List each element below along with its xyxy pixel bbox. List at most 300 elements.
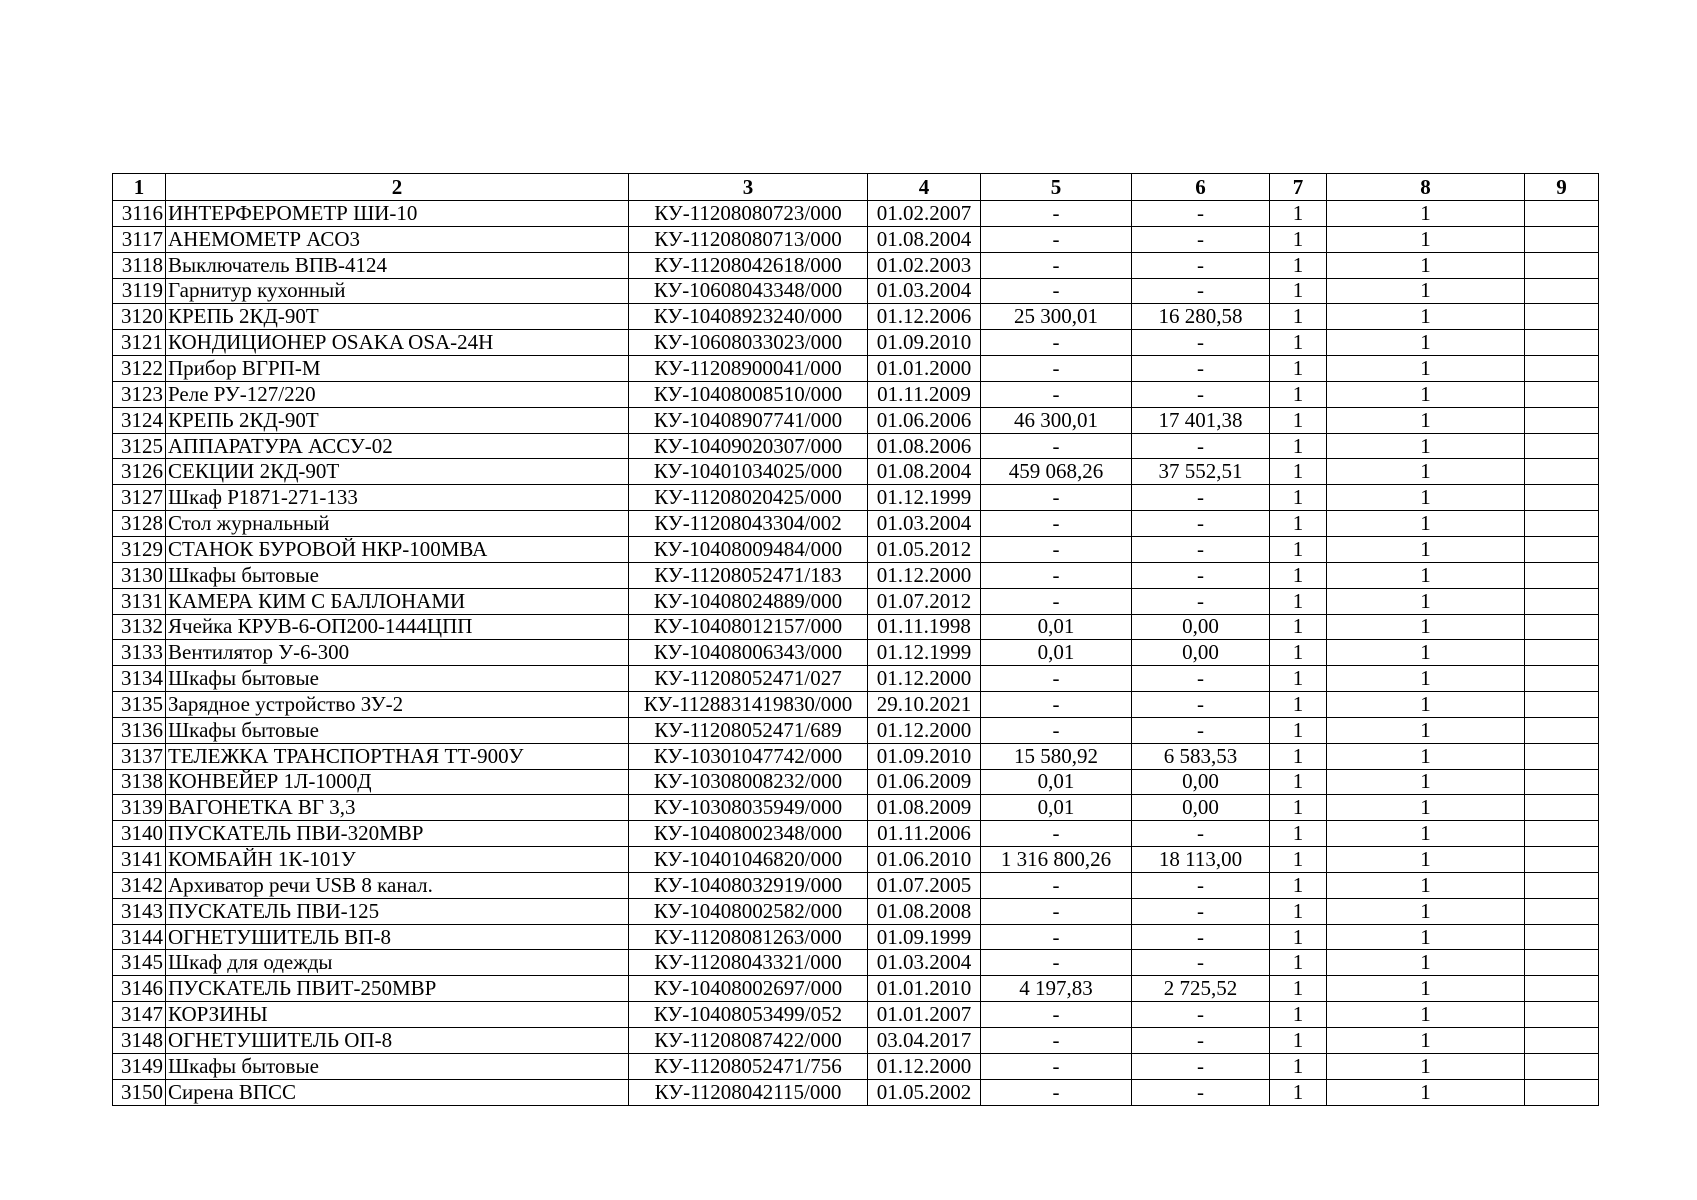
date-cell: 01.09.1999 <box>868 924 981 950</box>
inventory-code-cell: КУ-10608033023/000 <box>629 330 868 356</box>
date-cell: 01.08.2004 <box>868 226 981 252</box>
column-header-5: 5 <box>981 174 1132 201</box>
value-col-5-cell: - <box>981 872 1132 898</box>
value-col-7-cell: 1 <box>1270 743 1327 769</box>
value-col-7-cell: 1 <box>1270 356 1327 382</box>
value-col-8-cell: 1 <box>1327 278 1525 304</box>
row-number-cell: 3118 <box>113 252 166 278</box>
value-col-8-cell: 1 <box>1327 536 1525 562</box>
row-number-cell: 3133 <box>113 640 166 666</box>
value-col-7-cell: 1 <box>1270 278 1327 304</box>
value-col-8-cell: 1 <box>1327 407 1525 433</box>
value-col-8-cell: 1 <box>1327 717 1525 743</box>
item-name-cell: КРЕПЬ 2КД-90Т <box>166 407 629 433</box>
row-number-cell: 3147 <box>113 1002 166 1028</box>
value-col-6-cell: - <box>1132 1053 1270 1079</box>
value-col-6-cell: 16 280,58 <box>1132 304 1270 330</box>
value-col-8-cell: 1 <box>1327 1053 1525 1079</box>
value-col-9-cell <box>1525 795 1599 821</box>
value-col-8-cell: 1 <box>1327 950 1525 976</box>
value-col-9-cell <box>1525 847 1599 873</box>
value-col-5-cell: - <box>981 950 1132 976</box>
value-col-9-cell <box>1525 201 1599 227</box>
table-row <box>113 898 1599 924</box>
item-name-cell: Реле РУ-127/220 <box>166 381 629 407</box>
table-row <box>113 201 1599 227</box>
inventory-code-cell: КУ-11208080723/000 <box>629 201 868 227</box>
table-row <box>113 692 1599 718</box>
inventory-code-cell: КУ-11208020425/000 <box>629 485 868 511</box>
value-col-7-cell: 1 <box>1270 614 1327 640</box>
inventory-code-cell: КУ-10408009484/000 <box>629 536 868 562</box>
inventory-code-cell: КУ-10408002582/000 <box>629 898 868 924</box>
date-cell: 01.07.2012 <box>868 588 981 614</box>
value-col-8-cell: 1 <box>1327 433 1525 459</box>
value-col-5-cell: 459 068,26 <box>981 459 1132 485</box>
value-col-8-cell: 1 <box>1327 769 1525 795</box>
value-col-8-cell: 1 <box>1327 640 1525 666</box>
date-cell: 01.07.2005 <box>868 872 981 898</box>
value-col-6-cell: 2 725,52 <box>1132 976 1270 1002</box>
item-name-cell: Выключатель ВПВ-4124 <box>166 252 629 278</box>
value-col-5-cell: 4 197,83 <box>981 976 1132 1002</box>
value-col-7-cell: 1 <box>1270 330 1327 356</box>
value-col-9-cell <box>1525 356 1599 382</box>
value-col-5-cell: - <box>981 485 1132 511</box>
row-number-cell: 3136 <box>113 717 166 743</box>
value-col-9-cell <box>1525 278 1599 304</box>
value-col-8-cell: 1 <box>1327 821 1525 847</box>
value-col-7-cell: 1 <box>1270 485 1327 511</box>
table-row <box>113 950 1599 976</box>
date-cell: 01.03.2004 <box>868 511 981 537</box>
value-col-9-cell <box>1525 252 1599 278</box>
date-cell: 29.10.2021 <box>868 692 981 718</box>
inventory-code-cell: КУ-10308008232/000 <box>629 769 868 795</box>
value-col-6-cell: - <box>1132 692 1270 718</box>
item-name-cell: Гарнитур кухонный <box>166 278 629 304</box>
value-col-7-cell: 1 <box>1270 304 1327 330</box>
value-col-9-cell <box>1525 1053 1599 1079</box>
date-cell: 03.04.2017 <box>868 1028 981 1054</box>
value-col-6-cell: - <box>1132 381 1270 407</box>
value-col-7-cell: 1 <box>1270 872 1327 898</box>
value-col-7-cell: 1 <box>1270 640 1327 666</box>
inventory-code-cell: КУ-10308035949/000 <box>629 795 868 821</box>
row-number-cell: 3148 <box>113 1028 166 1054</box>
value-col-8-cell: 1 <box>1327 743 1525 769</box>
row-number-cell: 3130 <box>113 562 166 588</box>
table-row <box>113 1002 1599 1028</box>
column-header-7: 7 <box>1270 174 1327 201</box>
value-col-7-cell: 1 <box>1270 795 1327 821</box>
value-col-9-cell <box>1525 1002 1599 1028</box>
row-number-cell: 3122 <box>113 356 166 382</box>
value-col-7-cell: 1 <box>1270 1079 1327 1105</box>
table-row <box>113 614 1599 640</box>
value-col-7-cell: 1 <box>1270 407 1327 433</box>
inventory-code-cell: КУ-11208900041/000 <box>629 356 868 382</box>
inventory-code-cell: КУ-10408002697/000 <box>629 976 868 1002</box>
value-col-8-cell: 1 <box>1327 356 1525 382</box>
value-col-5-cell: - <box>981 381 1132 407</box>
table-row <box>113 330 1599 356</box>
value-col-8-cell: 1 <box>1327 485 1525 511</box>
value-col-8-cell: 1 <box>1327 511 1525 537</box>
table-header <box>113 174 1599 201</box>
date-cell: 01.06.2010 <box>868 847 981 873</box>
item-name-cell: КОМБАЙН 1К-101У <box>166 847 629 873</box>
value-col-6-cell: - <box>1132 1028 1270 1054</box>
table-row <box>113 226 1599 252</box>
date-cell: 01.12.2000 <box>868 1053 981 1079</box>
value-col-5-cell: - <box>981 252 1132 278</box>
value-col-6-cell: - <box>1132 201 1270 227</box>
row-number-cell: 3132 <box>113 614 166 640</box>
value-col-8-cell: 1 <box>1327 588 1525 614</box>
value-col-9-cell <box>1525 536 1599 562</box>
item-name-cell: Ячейка КРУВ-6-ОП200-1444ЦПП <box>166 614 629 640</box>
date-cell: 01.06.2006 <box>868 407 981 433</box>
item-name-cell: СЕКЦИИ 2КД-90Т <box>166 459 629 485</box>
value-col-6-cell: - <box>1132 252 1270 278</box>
value-col-7-cell: 1 <box>1270 536 1327 562</box>
inventory-code-cell: КУ-10408032919/000 <box>629 872 868 898</box>
row-number-cell: 3128 <box>113 511 166 537</box>
table-row <box>113 485 1599 511</box>
value-col-8-cell: 1 <box>1327 1002 1525 1028</box>
value-col-6-cell: 6 583,53 <box>1132 743 1270 769</box>
value-col-6-cell: 0,00 <box>1132 795 1270 821</box>
value-col-6-cell: - <box>1132 898 1270 924</box>
row-number-cell: 3141 <box>113 847 166 873</box>
column-header-4: 4 <box>868 174 981 201</box>
date-cell: 01.03.2004 <box>868 278 981 304</box>
value-col-9-cell <box>1525 407 1599 433</box>
value-col-7-cell: 1 <box>1270 562 1327 588</box>
table-row <box>113 278 1599 304</box>
value-col-9-cell <box>1525 485 1599 511</box>
date-cell: 01.05.2012 <box>868 536 981 562</box>
inventory-code-cell: КУ-11208052471/183 <box>629 562 868 588</box>
date-cell: 01.11.2006 <box>868 821 981 847</box>
value-col-6-cell: - <box>1132 1079 1270 1105</box>
value-col-9-cell <box>1525 1079 1599 1105</box>
value-col-5-cell: 1 316 800,26 <box>981 847 1132 873</box>
row-number-cell: 3144 <box>113 924 166 950</box>
row-number-cell: 3142 <box>113 872 166 898</box>
value-col-9-cell <box>1525 433 1599 459</box>
value-col-5-cell: 46 300,01 <box>981 407 1132 433</box>
value-col-7-cell: 1 <box>1270 821 1327 847</box>
table-row <box>113 459 1599 485</box>
item-name-cell: Сирена ВПСС <box>166 1079 629 1105</box>
row-number-cell: 3137 <box>113 743 166 769</box>
value-col-7-cell: 1 <box>1270 459 1327 485</box>
value-col-6-cell: - <box>1132 562 1270 588</box>
value-col-9-cell <box>1525 459 1599 485</box>
item-name-cell: КОРЗИНЫ <box>166 1002 629 1028</box>
value-col-8-cell: 1 <box>1327 1079 1525 1105</box>
date-cell: 01.09.2010 <box>868 330 981 356</box>
date-cell: 01.11.1998 <box>868 614 981 640</box>
table-row <box>113 666 1599 692</box>
inventory-code-cell: КУ-11208043321/000 <box>629 950 868 976</box>
value-col-6-cell: - <box>1132 511 1270 537</box>
date-cell: 01.08.2009 <box>868 795 981 821</box>
date-cell: 01.06.2009 <box>868 769 981 795</box>
value-col-9-cell <box>1525 950 1599 976</box>
table-row <box>113 717 1599 743</box>
value-col-7-cell: 1 <box>1270 950 1327 976</box>
value-col-8-cell: 1 <box>1327 304 1525 330</box>
item-name-cell: КОНВЕЙЕР 1Л-1000Д <box>166 769 629 795</box>
inventory-code-cell: КУ-11208043304/002 <box>629 511 868 537</box>
inventory-code-cell: КУ-10408907741/000 <box>629 407 868 433</box>
table-row <box>113 924 1599 950</box>
value-col-8-cell: 1 <box>1327 252 1525 278</box>
value-col-8-cell: 1 <box>1327 459 1525 485</box>
value-col-7-cell: 1 <box>1270 692 1327 718</box>
item-name-cell: КОНДИЦИОНЕР OSAKA OSA-24H <box>166 330 629 356</box>
value-col-8-cell: 1 <box>1327 795 1525 821</box>
date-cell: 01.12.1999 <box>868 485 981 511</box>
row-number-cell: 3119 <box>113 278 166 304</box>
table-row <box>113 1079 1599 1105</box>
column-header-8: 8 <box>1327 174 1525 201</box>
value-col-5-cell: - <box>981 278 1132 304</box>
item-name-cell: Шкафы бытовые <box>166 562 629 588</box>
inventory-code-cell: КУ-10408008510/000 <box>629 381 868 407</box>
row-number-cell: 3129 <box>113 536 166 562</box>
date-cell: 01.08.2006 <box>868 433 981 459</box>
value-col-5-cell: - <box>981 536 1132 562</box>
value-col-7-cell: 1 <box>1270 226 1327 252</box>
row-number-cell: 3124 <box>113 407 166 433</box>
date-cell: 01.01.2010 <box>868 976 981 1002</box>
item-name-cell: КРЕПЬ 2КД-90Т <box>166 304 629 330</box>
item-name-cell: ПУСКАТЕЛЬ ПВИ-125 <box>166 898 629 924</box>
table-body <box>113 201 1599 1106</box>
item-name-cell: Шкаф для одежды <box>166 950 629 976</box>
value-col-6-cell: - <box>1132 872 1270 898</box>
value-col-8-cell: 1 <box>1327 692 1525 718</box>
date-cell: 01.12.1999 <box>868 640 981 666</box>
row-number-cell: 3134 <box>113 666 166 692</box>
value-col-5-cell: - <box>981 433 1132 459</box>
item-name-cell: Вентилятор У-6-300 <box>166 640 629 666</box>
value-col-7-cell: 1 <box>1270 201 1327 227</box>
value-col-5-cell: - <box>981 692 1132 718</box>
item-name-cell: СТАНОК БУРОВОЙ НКР-100МВА <box>166 536 629 562</box>
table-row <box>113 769 1599 795</box>
value-col-7-cell: 1 <box>1270 1002 1327 1028</box>
value-col-9-cell <box>1525 330 1599 356</box>
item-name-cell: Шкаф Р1871-271-133 <box>166 485 629 511</box>
value-col-5-cell: - <box>981 1079 1132 1105</box>
value-col-5-cell: - <box>981 1002 1132 1028</box>
inventory-code-cell: КУ-11208087422/000 <box>629 1028 868 1054</box>
table-row <box>113 743 1599 769</box>
inventory-code-cell: КУ-11208042115/000 <box>629 1079 868 1105</box>
table-row <box>113 407 1599 433</box>
inventory-code-cell: КУ-10608043348/000 <box>629 278 868 304</box>
row-number-cell: 3138 <box>113 769 166 795</box>
value-col-6-cell: - <box>1132 588 1270 614</box>
table-row <box>113 640 1599 666</box>
value-col-8-cell: 1 <box>1327 976 1525 1002</box>
value-col-7-cell: 1 <box>1270 847 1327 873</box>
table-row <box>113 976 1599 1002</box>
date-cell: 01.08.2008 <box>868 898 981 924</box>
value-col-6-cell: 0,00 <box>1132 769 1270 795</box>
inventory-code-cell: КУ-10301047742/000 <box>629 743 868 769</box>
value-col-5-cell: - <box>981 356 1132 382</box>
column-header-9: 9 <box>1525 174 1599 201</box>
value-col-5-cell: - <box>981 201 1132 227</box>
inventory-code-cell: КУ-11208052471/689 <box>629 717 868 743</box>
value-col-9-cell <box>1525 717 1599 743</box>
value-col-6-cell: - <box>1132 666 1270 692</box>
value-col-8-cell: 1 <box>1327 924 1525 950</box>
date-cell: 01.01.2007 <box>868 1002 981 1028</box>
row-number-cell: 3123 <box>113 381 166 407</box>
value-col-6-cell: - <box>1132 1002 1270 1028</box>
inventory-code-cell: КУ-11208081263/000 <box>629 924 868 950</box>
value-col-5-cell: - <box>981 226 1132 252</box>
header-row <box>113 174 1599 201</box>
value-col-5-cell: 0,01 <box>981 769 1132 795</box>
value-col-6-cell: - <box>1132 950 1270 976</box>
value-col-7-cell: 1 <box>1270 769 1327 795</box>
date-cell: 01.02.2003 <box>868 252 981 278</box>
table-row <box>113 821 1599 847</box>
value-col-6-cell: - <box>1132 536 1270 562</box>
row-number-cell: 3127 <box>113 485 166 511</box>
value-col-6-cell: - <box>1132 717 1270 743</box>
column-header-3: 3 <box>629 174 868 201</box>
row-number-cell: 3149 <box>113 1053 166 1079</box>
value-col-6-cell: - <box>1132 433 1270 459</box>
value-col-7-cell: 1 <box>1270 898 1327 924</box>
value-col-6-cell: 0,00 <box>1132 640 1270 666</box>
value-col-7-cell: 1 <box>1270 666 1327 692</box>
date-cell: 01.03.2004 <box>868 950 981 976</box>
inventory-code-cell: КУ-11208052471/756 <box>629 1053 868 1079</box>
value-col-9-cell <box>1525 976 1599 1002</box>
value-col-9-cell <box>1525 666 1599 692</box>
inventory-code-cell: КУ-10408024889/000 <box>629 588 868 614</box>
value-col-5-cell: - <box>981 821 1132 847</box>
row-number-cell: 3135 <box>113 692 166 718</box>
value-col-5-cell: 0,01 <box>981 614 1132 640</box>
row-number-cell: 3143 <box>113 898 166 924</box>
table-row <box>113 588 1599 614</box>
value-col-7-cell: 1 <box>1270 1028 1327 1054</box>
value-col-5-cell: - <box>981 588 1132 614</box>
table-row <box>113 847 1599 873</box>
inventory-code-cell: КУ-11208080713/000 <box>629 226 868 252</box>
inventory-table <box>112 173 1599 1106</box>
value-col-5-cell: 0,01 <box>981 795 1132 821</box>
value-col-9-cell <box>1525 924 1599 950</box>
value-col-8-cell: 1 <box>1327 872 1525 898</box>
value-col-7-cell: 1 <box>1270 924 1327 950</box>
value-col-9-cell <box>1525 769 1599 795</box>
table-row <box>113 511 1599 537</box>
column-header-2: 2 <box>166 174 629 201</box>
table-row <box>113 356 1599 382</box>
value-col-7-cell: 1 <box>1270 433 1327 459</box>
date-cell: 01.12.2006 <box>868 304 981 330</box>
value-col-9-cell <box>1525 821 1599 847</box>
value-col-6-cell: - <box>1132 924 1270 950</box>
inventory-code-cell: КУ-10409020307/000 <box>629 433 868 459</box>
item-name-cell: Шкафы бытовые <box>166 666 629 692</box>
value-col-8-cell: 1 <box>1327 1028 1525 1054</box>
value-col-7-cell: 1 <box>1270 1053 1327 1079</box>
value-col-6-cell: 18 113,00 <box>1132 847 1270 873</box>
value-col-8-cell: 1 <box>1327 330 1525 356</box>
value-col-9-cell <box>1525 304 1599 330</box>
value-col-8-cell: 1 <box>1327 226 1525 252</box>
value-col-6-cell: - <box>1132 330 1270 356</box>
item-name-cell: ПУСКАТЕЛЬ ПВИ-320МВР <box>166 821 629 847</box>
value-col-7-cell: 1 <box>1270 511 1327 537</box>
table-row <box>113 1028 1599 1054</box>
date-cell: 01.01.2000 <box>868 356 981 382</box>
item-name-cell: ПУСКАТЕЛЬ ПВИТ-250МВР <box>166 976 629 1002</box>
item-name-cell: Архиватор речи USB 8 канал. <box>166 872 629 898</box>
item-name-cell: Шкафы бытовые <box>166 717 629 743</box>
value-col-9-cell <box>1525 872 1599 898</box>
value-col-6-cell: 0,00 <box>1132 614 1270 640</box>
value-col-7-cell: 1 <box>1270 381 1327 407</box>
column-header-6: 6 <box>1132 174 1270 201</box>
value-col-9-cell <box>1525 640 1599 666</box>
row-number-cell: 3150 <box>113 1079 166 1105</box>
value-col-5-cell: 15 580,92 <box>981 743 1132 769</box>
row-number-cell: 3126 <box>113 459 166 485</box>
item-name-cell: ОГНЕТУШИТЕЛЬ ОП-8 <box>166 1028 629 1054</box>
date-cell: 01.02.2007 <box>868 201 981 227</box>
item-name-cell: ИНТЕРФЕРОМЕТР ШИ-10 <box>166 201 629 227</box>
value-col-9-cell <box>1525 898 1599 924</box>
inventory-code-cell: КУ-1128831419830/000 <box>629 692 868 718</box>
table-row <box>113 252 1599 278</box>
value-col-6-cell: 17 401,38 <box>1132 407 1270 433</box>
column-header-1: 1 <box>113 174 166 201</box>
value-col-5-cell: 0,01 <box>981 640 1132 666</box>
date-cell: 01.12.2000 <box>868 562 981 588</box>
date-cell: 01.09.2010 <box>868 743 981 769</box>
row-number-cell: 3121 <box>113 330 166 356</box>
value-col-9-cell <box>1525 614 1599 640</box>
value-col-8-cell: 1 <box>1327 381 1525 407</box>
inventory-code-cell: КУ-10408002348/000 <box>629 821 868 847</box>
value-col-8-cell: 1 <box>1327 614 1525 640</box>
row-number-cell: 3131 <box>113 588 166 614</box>
table-row <box>113 872 1599 898</box>
value-col-5-cell: - <box>981 511 1132 537</box>
value-col-5-cell: - <box>981 1053 1132 1079</box>
table-row <box>113 381 1599 407</box>
value-col-6-cell: - <box>1132 485 1270 511</box>
value-col-8-cell: 1 <box>1327 847 1525 873</box>
item-name-cell: КАМЕРА КИМ С БАЛЛОНАМИ <box>166 588 629 614</box>
item-name-cell: АНЕМОМЕТР АСО3 <box>166 226 629 252</box>
value-col-9-cell <box>1525 1028 1599 1054</box>
